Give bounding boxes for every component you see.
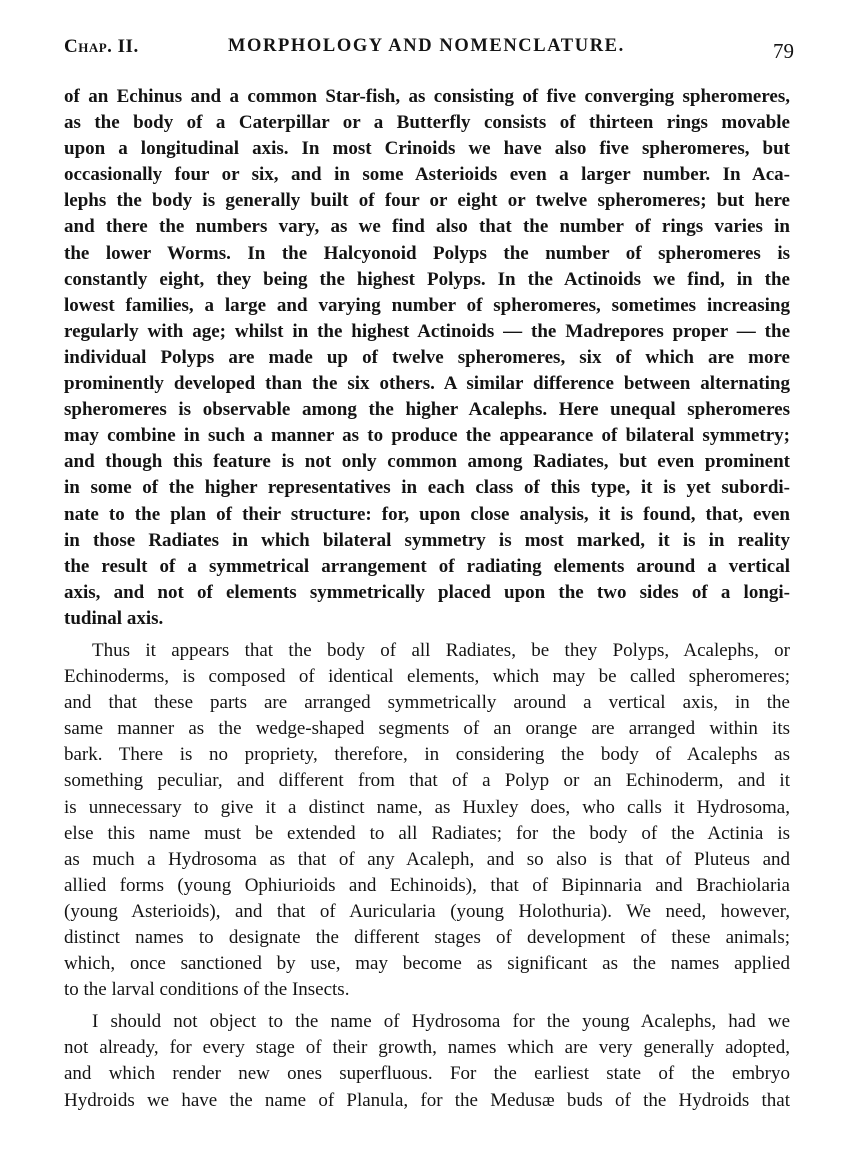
- text-line: and though this feature is not only common among Radiates, but even prominent: [64, 451, 790, 473]
- text-line: which, once sanctioned by use, may become as significant as the names applied: [64, 953, 790, 975]
- text-line: tudinal axis.: [64, 607, 164, 629]
- text-line: Thus it appears that the body of all Radiates, be they Polyps, Acalephs, or: [92, 639, 790, 661]
- text-line: (young Asterioids), and that of Auricularia (young Holothuria). We need, however,: [64, 900, 790, 922]
- paragraph: [64, 1009, 790, 1113]
- text-line: of an Echinus and a common Star-fish, as consisting of five converging spheromeres,: [64, 86, 790, 107]
- text-line: lephs the body is generally built of four or eight or twelve spheromeres; but here: [64, 190, 790, 212]
- text-line: I should not object to the name of Hydrosoma for the young Acalephs, had we: [92, 1011, 790, 1033]
- text-line: and that these parts are arranged symmetrically around a vertical axis, in the: [64, 692, 790, 714]
- text-line: and which render new ones superfluous. For the earliest state of the embryo: [64, 1063, 790, 1085]
- text-line: is unnecessary to give it a distinct name, as Huxley does, who calls it Hydrosoma,: [64, 796, 790, 818]
- paragraph: [64, 638, 790, 1003]
- text-line: occasionally four or six, and in some Asterioids even a larger number. In Aca-: [64, 164, 790, 186]
- text-line: lowest families, a large and varying number of spheromeres, sometimes increasing: [64, 294, 790, 316]
- text-line: Echinoderms, is composed of identical elements, which may be called spheromeres;: [64, 666, 790, 688]
- text-line: something peculiar, and different from that of a Polyp or an Echinoderm, and it: [64, 770, 790, 792]
- text-line: to the larval conditions of the Insects.: [64, 979, 350, 1001]
- text-line: allied forms (young Ophiurioids and Echinoids), that of Bipinnaria and Brachiolaria: [64, 874, 790, 896]
- text-line: prominently developed than the six others. A similar difference between alternating: [64, 373, 790, 395]
- text-line: axis, and not of elements symmetrically placed upon the two sides of a longi-: [64, 581, 790, 603]
- text-line: Hydroids we have the name of Planula, for the Medusæ buds of the Hydroids that: [64, 1089, 790, 1111]
- paragraph: [64, 84, 790, 632]
- text-line: not already, for every stage of their growth, names which are very generally adopted,: [64, 1037, 790, 1059]
- text-line: individual Polyps are made up of twelve spheromeres, six of which are more: [64, 346, 790, 368]
- text-line: distinct names to designate the different stages of development of these animals;: [64, 927, 790, 948]
- text-line: as much a Hydrosoma as that of any Acaleph, and so also is that of Pluteus and: [64, 848, 790, 870]
- text-line: spheromeres is observable among the higher Acalephs. Here unequal spheromeres: [64, 399, 790, 421]
- text-line: bark. There is no propriety, therefore, in considering the body of Acalephs as: [64, 744, 790, 766]
- text-line: regularly with age; whilst in the highest Actinoids — the Madrepores proper — the: [64, 320, 790, 342]
- chapter-label: Chap. II.: [64, 36, 139, 57]
- text-line: as the body of a Caterpillar or a Butterfly consists of thirteen rings movable: [64, 112, 790, 134]
- page-number: 79: [773, 39, 794, 63]
- text-line: nate to the plan of their structure: for, upon close analysis, it is found, that, even: [64, 503, 790, 525]
- body-text: [64, 84, 790, 1114]
- text-line: same manner as the wedge-shaped segments of an orange are arranged within its: [64, 718, 790, 740]
- text-line: constantly eight, they being the highest Polyps. In the Actinoids we find, in the: [64, 268, 790, 290]
- text-line: the result of a symmetrical arrangement of radiating elements around a vertical: [64, 555, 790, 577]
- text-line: in those Radiates in which bilateral symmetry is most marked, it is in reality: [64, 529, 790, 551]
- text-line: the lower Worms. In the Halcyonoid Polyps the number of spheromeres is: [64, 242, 790, 264]
- text-line: and there the numbers vary, as we find also that the number of rings varies in: [64, 216, 790, 238]
- text-line: in some of the higher representatives in each class of this type, it is yet subordi-: [64, 477, 790, 499]
- running-title: MORPHOLOGY AND NOMENCLATURE.: [228, 36, 625, 56]
- text-line: may combine in such a manner as to produce the appearance of bilateral symmetry;: [64, 425, 790, 447]
- running-head: [64, 36, 794, 62]
- text-line: upon a longitudinal axis. In most Crinoids we have also five spheromeres, but: [64, 138, 790, 160]
- text-line: else this name must be extended to all Radiates; for the body of the Actinia is: [64, 822, 790, 844]
